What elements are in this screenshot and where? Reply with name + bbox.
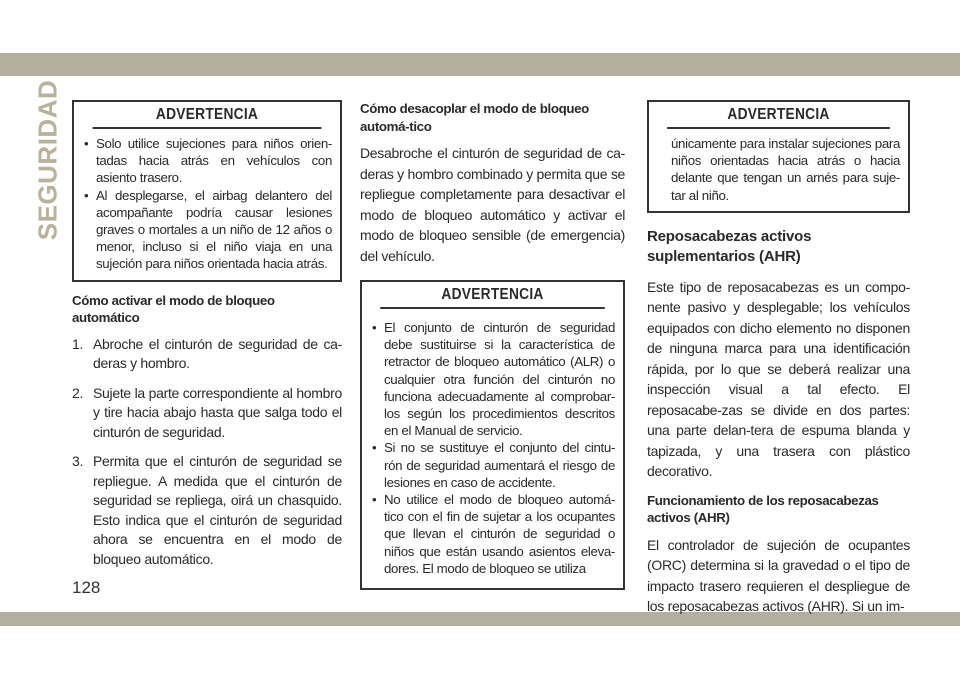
warning-item: • Al desplegarse, el airbag delantero del acompañante podría causar lesiones graves o mortales a un niño de 12 años o menor, incluso si el niño viaja en una sujeción para niños orientada hacia atrás. bbox=[84, 187, 332, 273]
step-item bbox=[72, 452, 342, 569]
warning-item: • El conjunto de cinturón de seguridad debe sustituirse si la característica de retractor de bloqueo automático (ALR) o cualquier otra función del cinturón no funciona adecuadamente al comprobar-los según los procedimientos descritos en el Manual de servicio. bbox=[372, 319, 615, 439]
step-text: Abroche el cinturón de seguridad de ca-deras y hombro. bbox=[93, 335, 342, 372]
warning-item: • No utilice el modo de bloqueo automá-tico con el fin de sujetar a los ocupantes que llevan el cinturón de seguridad o niños que están usando asientos eleva-dores. El modo de bloqueo se utiliza bbox=[372, 491, 615, 577]
section-side-tab bbox=[32, 79, 63, 241]
subheading: Funcionamiento de los reposacabezas activos (AHR) bbox=[647, 492, 879, 526]
warning-box bbox=[647, 100, 910, 213]
warning-list bbox=[84, 135, 332, 273]
steps-list bbox=[72, 335, 342, 570]
subheading: Cómo desacoplar el modo de bloqueo automá-tico bbox=[360, 101, 589, 134]
step-text: Permita que el cinturón de seguridad se repliegue. A medida que el cinturón de seguridad se repliega, oirá un chasquido. Esto indica que el cinturón de seguridad ahora se encuentra en el modo de bloqueo automático. bbox=[93, 453, 342, 567]
warning-box bbox=[72, 100, 342, 282]
warning-text: únicamente para instalar sujeciones para niños orientadas hacia atrás o hacia delante que tengan un arnés para suje-tar al niño. bbox=[671, 136, 900, 203]
column-3 bbox=[647, 100, 910, 627]
paragraph: Desabroche el cinturón de seguridad de ca-deras y hombro combinado y permita que se repliegue completamente para desactivar el modo de bloqueo automático y activar el modo de bloqueo sensible (de emergencia) del vehículo. bbox=[360, 145, 625, 264]
warning-list bbox=[372, 319, 615, 577]
step-item bbox=[72, 335, 342, 374]
column-2 bbox=[360, 100, 625, 600]
column-1 bbox=[72, 100, 342, 579]
section-side-tab-label: SEGURIDAD bbox=[32, 79, 63, 241]
page-number: 128 bbox=[72, 578, 101, 597]
warning-item: • Si no se sustituye el conjunto del cintu-rón de seguridad aumentará el riesgo de lesiones en caso de accidente. bbox=[372, 439, 615, 491]
step-item bbox=[72, 384, 342, 443]
subheading: Cómo activar el modo de bloqueo automático bbox=[72, 292, 275, 326]
section-heading: Reposacabezas activos suplementarios (AHR) bbox=[647, 227, 812, 265]
warning-title: ADVERTENCIA bbox=[667, 102, 890, 129]
step-number: 1. bbox=[72, 335, 84, 352]
warning-title: ADVERTENCIA bbox=[93, 102, 322, 129]
warning-box bbox=[360, 280, 625, 590]
step-number: 3. bbox=[72, 453, 84, 470]
step-number: 2. bbox=[72, 384, 84, 401]
step-text: Sujete la parte correspondiente al hombro y tire hacia abajo hasta que salga todo el cinturón de seguridad. bbox=[93, 384, 342, 440]
paragraph: Este tipo de reposacabezas es un compo-nente pasivo y desplegable; los vehículos equipados con dicho elemento no disponen de ninguna marca para una identificación rápida, por lo que se deberá realizar una inspección visual a tal efecto. El reposacabe-zas se divide en dos partes: una parte delan-tera de espuma blanda y tapizada, y una trasera con plástico decorativo. bbox=[647, 278, 910, 480]
warning-item: • Solo utilice sujeciones para niños orien-tadas hacia atrás en vehículos con asiento trasero. bbox=[84, 135, 332, 187]
header-band bbox=[0, 53, 960, 76]
paragraph: El controlador de sujeción de ocupantes (ORC) determina si la gravedad o el tipo de impacto trasero requieren el despliegue de los reposacabezas activos (AHR). Si un im- bbox=[647, 536, 910, 615]
warning-title: ADVERTENCIA bbox=[380, 282, 604, 309]
